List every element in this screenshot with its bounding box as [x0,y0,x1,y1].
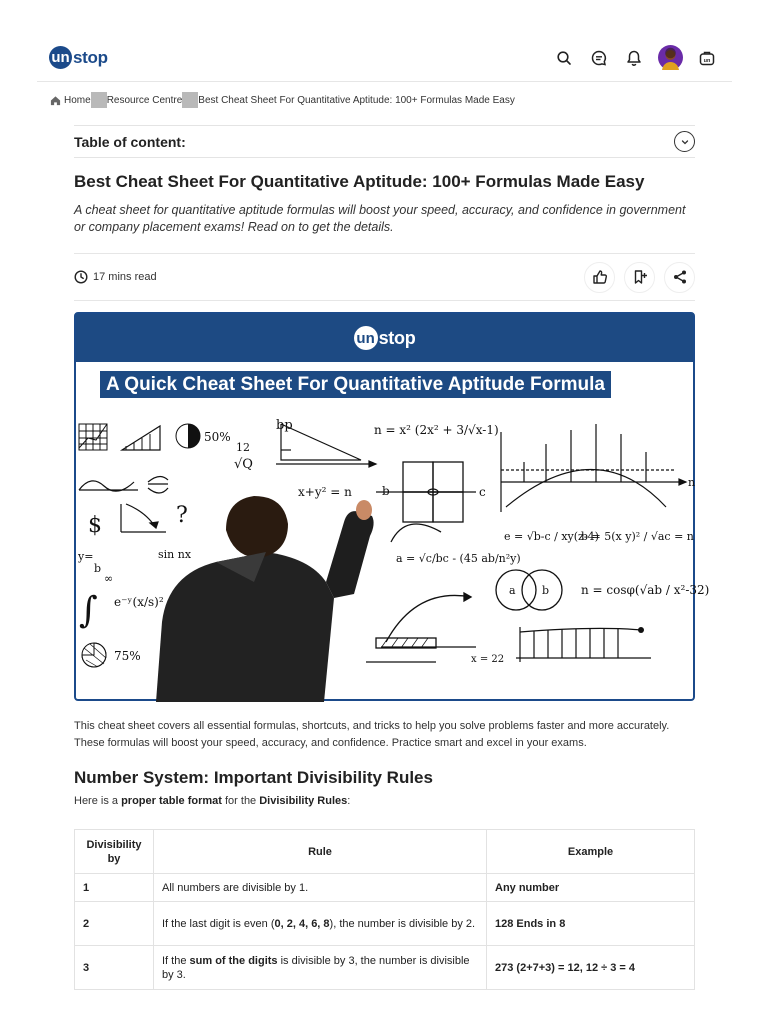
unstop-logo[interactable] [49,46,108,69]
rule-bold-text: 0, 2, 4, 6, 8 [274,917,330,930]
rule-text: If the [162,954,190,967]
svg-text:?: ? [176,503,188,528]
article-banner-image [74,312,710,701]
chat-icon[interactable] [588,47,610,69]
read-time [74,270,157,284]
formula-beq: b = 5(x y)² / √ac = n [581,530,694,543]
rule-bold-text: sum of the digits [189,954,278,967]
svg-text:n: n [688,476,696,489]
banner-logo-text: stop [378,327,416,348]
cell-rule [154,874,487,902]
formula-n: n = x² (2x² + 3/√x-1) [374,423,499,437]
rule-text: is divisible by 3, the number is divisible by 3. [162,954,470,981]
rule-text: All numbers are divisible by 1. [162,881,309,894]
chevron-down-icon[interactable] [674,131,695,152]
column-header-divisibility: Divisibility by [75,830,154,874]
formula-a: a [509,584,516,597]
article-title: Best Cheat Sheet For Quantitative Aptitude: 100+ Formulas Made Easy [74,172,645,191]
svg-text:a = √c/bc - (45 ab/n²y): a = √c/bc - (45 ab/n²y) [396,552,521,565]
teacher-figure [156,496,374,702]
article-meta-bar [74,253,695,301]
clock-icon [74,270,88,284]
breadcrumb-current: Best Cheat Sheet For Quantitative Aptitude: 100+ Formulas Made Easy [198,94,515,106]
breadcrumb-home[interactable]: Home [64,94,91,106]
breadcrumb [50,92,515,108]
svg-text:b: b [94,562,102,575]
lead-bold-2: Divisibility Rules [259,795,348,807]
table-row [75,874,695,902]
top-navbar [37,34,732,82]
bookmark-button[interactable] [624,262,655,293]
share-icon [672,269,688,285]
cell-example: 128 Ends in 8 [487,902,695,946]
banner-heading: A Quick Cheat Sheet For Quantitative Aptitude Formula [100,371,611,398]
svg-text:y=: y= [78,550,94,563]
formula-e: e = √b-c / xy(z-4) [504,530,599,543]
bell-icon[interactable] [623,47,645,69]
cell-example: 273 (2+7+3) = 12, 12 ÷ 3 = 4 [487,946,695,990]
home-icon [50,95,61,106]
share-button[interactable] [664,262,695,293]
avatar[interactable] [658,45,683,70]
lead-bold-1: proper table format [121,795,222,807]
rule-text: ), the number is divisible by 2. [329,917,476,930]
breadcrumb-resource-centre[interactable]: Resource Centre [106,94,183,106]
formula-cos: n = cosφ(√ab / x²-32) [581,583,710,597]
logo-text: stop [73,47,108,67]
banner-header [76,314,693,362]
cell-divisor: 1 [75,874,154,902]
table-of-content[interactable] [74,125,695,158]
cell-rule [154,902,487,946]
divisibility-rules-table [74,829,695,990]
column-header-rule: Rule [154,830,487,874]
lead-text-middle: for the [221,795,260,807]
svg-text:∫: ∫ [79,590,98,631]
banner-illustration [76,412,710,702]
cell-divisor: 3 [75,946,154,990]
formula-bb: b [542,584,550,597]
banner-logo [354,326,416,350]
article-subtitle: A cheat sheet for quantitative aptitude formulas will boost your speed, accuracy, and confidence in government or company placement exams! Read on to get the details. [74,203,686,234]
cell-rule [154,946,487,990]
breadcrumb-separator [91,92,107,108]
search-icon[interactable] [553,47,575,69]
intro-paragraph: This cheat sheet covers all essential formulas, shortcuts, and tricks to help you solve problems faster and more accurately. These formulas will boost your speed, accuracy, and confidence. Practice smart and excel in your exams. [74,720,670,749]
formula-c: c [479,485,486,499]
svg-text:$: $ [88,513,102,538]
breadcrumb-separator [182,92,198,108]
table-lead-text [74,795,350,807]
formula-sin: sin nx [158,548,192,561]
formula-75: 75% [114,649,141,663]
cell-example: Any number [487,874,695,902]
rule-text: If the last digit is even ( [162,917,275,930]
svg-text:un: un [703,57,711,64]
formula-12: 12 [236,441,250,454]
toc-title: Table of content: [74,133,186,150]
thumbs-up-icon [592,269,608,285]
column-header-example: Example [487,830,695,874]
read-time-text: 17 mins read [93,271,157,283]
formula-x22: x = 22 [471,654,505,665]
banner-logo-badge: un [354,326,378,350]
briefcase-icon[interactable] [696,47,718,69]
formula-b: b [382,484,390,498]
like-button[interactable] [584,262,615,293]
cell-divisor: 2 [75,902,154,946]
section-heading: Number System: Important Divisibility Rules [74,768,433,787]
bookmark-add-icon [632,269,648,285]
formula-xy: x+y² = n [298,485,352,499]
table-row [75,902,695,946]
logo-badge: un [49,46,72,69]
lead-text-start: Here is a [74,795,122,807]
lead-text-end: : [347,795,351,807]
svg-text:e⁻ʸ(x/s)²: e⁻ʸ(x/s)² [114,595,164,609]
svg-text:∞: ∞ [104,572,114,585]
svg-text:bp: bp [276,418,293,433]
table-header-row [75,830,695,874]
table-row [75,946,695,990]
formula-sqrt: √Q [234,457,253,472]
formula-50: 50% [204,430,231,444]
